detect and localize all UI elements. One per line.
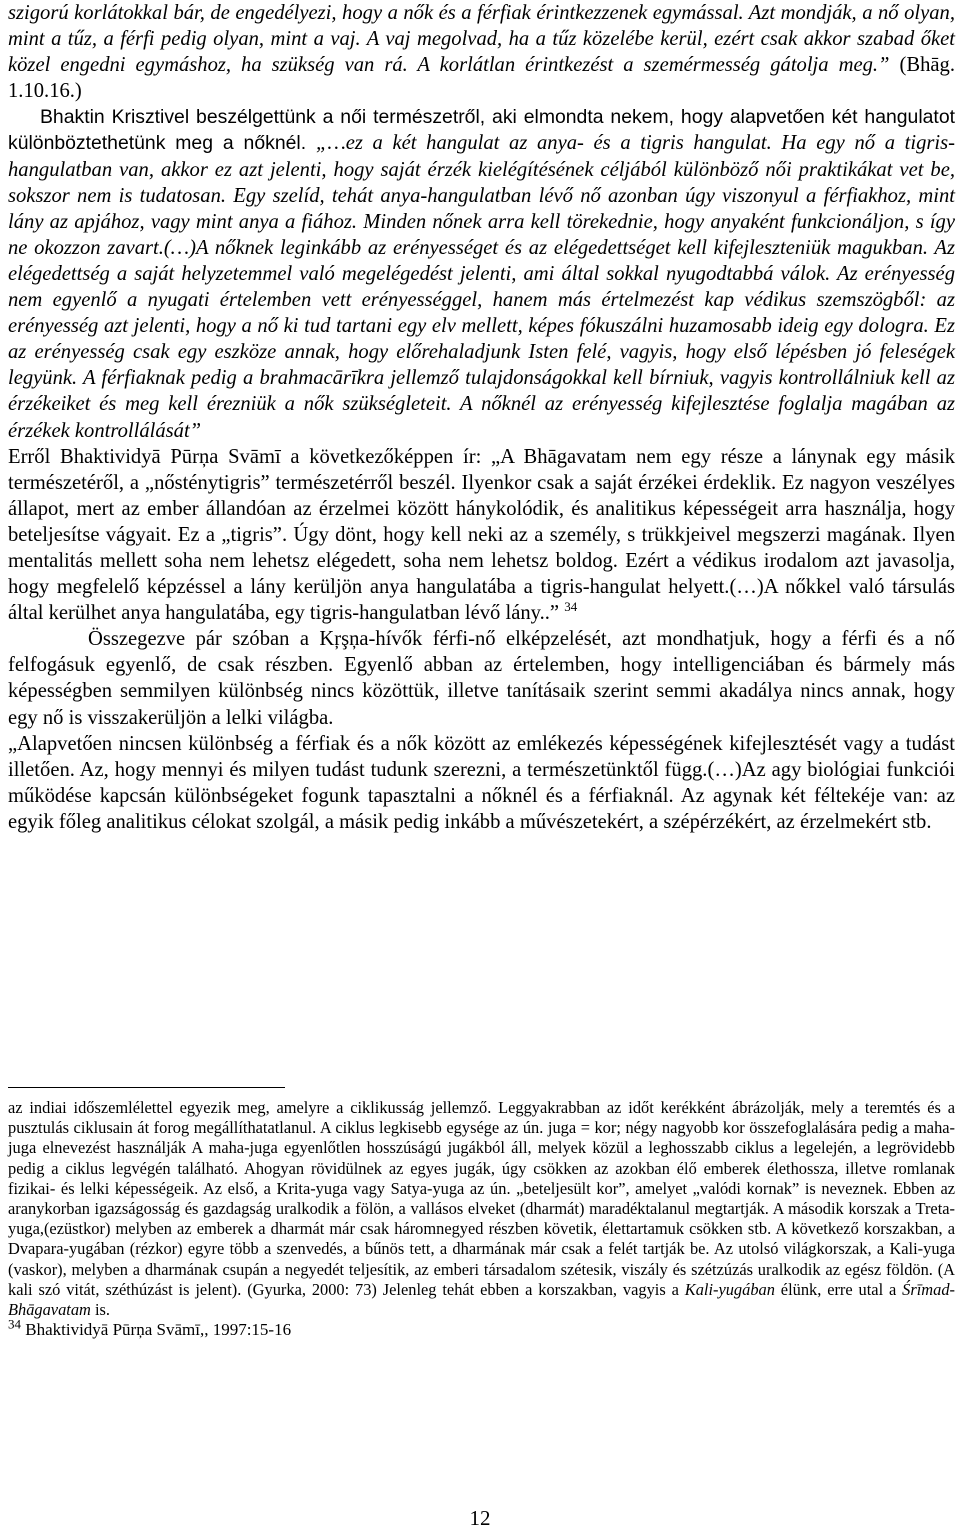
footnote-34-text: Bhaktividyā Pūrņa Svāmī,, 1997:15-16: [21, 1320, 292, 1340]
footnote-marker-34: 34: [8, 1316, 21, 1332]
term-kali-yuga: Kali-yugában: [684, 1279, 775, 1299]
footnotes: [8, 1098, 955, 1340]
paragraph-3: [8, 444, 955, 627]
term-srimad-bhagavatam: Śrīmad-Bhāgavatam: [8, 1279, 955, 1320]
paragraph-2: [8, 104, 955, 443]
footnote-ref-34: 34: [564, 599, 578, 615]
page: [8, 0, 955, 835]
main-text: [8, 0, 955, 835]
quote-continuation: szigorú korlátokkal bár, de engedélyezi, hogy a nők és a férfiak érintkezzenek egymással. Azt mondják, a nő olyan, mint a tűz, a férfi pedig olyan, mint a vaj. A vaj megolvad, ha a tűz közelébe kerül, ezért csak akkor szabad őket közel engedni egymáshoz, ha szükség van rá. A korlátlan érintkezést a szemérmesség gátolja meg.”: [8, 2, 955, 77]
source-citation: (Bhāg. 1.10.16.): [8, 54, 956, 103]
quote-purna-svami: Erről Bhaktividyā Pūrņa Svāmī a következőképpen ír: „A Bhāgavatam nem egy része a lánynak egy másik természetéről, a „nősténytigris” természetérről beszél. Ilyenkor csak a saját érzékei érdeklik. Ez nagyon veszélyes állapot, mert az ember állandóan az érzelmei között hánykolódik, és analitikus képességeit arra használja, hogy beteljesítse vágyait. Ez a „tigris”. Úgy dönt, hogy kell neki az a személy, s trükkjeivel megszerzi magának. Ilyen mentalitás mellett soha nem lehetsz elégedett, soha nem lehetsz boldog. Ezért a védikus irodalom azt javasolja, hogy megfelelő képzéssel a lány kerüljön anya hangulatába a tigris-hangulat helyett.(…)A nőkkel való társulás által kerülhet anya hangulatába, egy tigris-hangulatban lévő lány..”: [8, 445, 955, 625]
footnote-continued: az indiai időszemlélettel egyezik meg, amelyre a ciklikusság jellemző. Leggyakrabban az időt kerékként ábrázolják, mely a teremtés és a pusztulás ciklusain át forog megállíthatatlanul. A ciklus legkisebb egysége az ún. juga = kor; négy nagyobb kor összefoglalására pedig a maha-juga elnevezést használják A maha-juga egyenlőtlen hosszúságú jugákból áll, melyek közül a leghosszabb ciklus a legelején, a legrövidebb pedig a ciklus legvégén található. Ahogyan rövidülnek az egyes jugák, úgy csökken az azokban élő emberek élethossza, illetve romlanak fizikai- és lelki képességeik. Az első, a Krita-yuga vagy Satya-yuga az ún. „beteljesült kor”, amelyet „valódi kornak” is neveznek. Ebben az aranykorban igazságosság és gazdagság uralkodik a fölön, a vallásos elveket (dharmát) maradéktalanul megtartják. A második korszak a Treta-yuga,(ezüstkor) melyben az emberek a dharmát már csak háromnegyed részben követik, élettartamuk csökken stb. A következő korszakban, a Dvapara-yugában (rézkor) egyre több a szenvedés, a bűnös tett, a dharmának már csak a felét tartják be. Az utolsó világkorszak, a Kali-yuga (vaskor), melyben a dharmának csupán a negyedét teljesítik, az emberi társadalom szétesik, viszály és szétzúzás uralkodik az egész földön. (A kali szó vitát, széthúzást is jelent). (Gyurka, 2000: 73) Jelenleg tehát ebben a korszakban, vagyis a Kali-yugában élünk, erre utal a Śrīmad-Bhāgavatam is.: [8, 1098, 955, 1320]
footnote-34: [8, 1316, 955, 1340]
footnote-separator: [8, 1087, 285, 1088]
page-number: 12: [469, 1506, 491, 1530]
paragraph-1: [8, 0, 955, 104]
paragraph-5: „Alapvetően nincsen különbség a férfiak és a nők között az emlékezés képességének kifejlesztését vagy a tudást illetően. Az, hogy mennyi és milyen tudást tudunk szerezni, a természetünktől függ.(…)Az agy biológiai funkciói működése kapcsán különbségeket fogunk tapasztalni a nőknél és a férfiaknál. Az agynak két féltekéje van: az egyik főleg analitikus célokat szolgál, a másik pedig inkább a művészetekért, a szépérzékért, az érzelmekért stb.: [8, 732, 955, 833]
interview-quote: „…ez a két hangulat az anya- és a tigris hangulat. Ha egy nő a tigris-hangulatban van, akkor ez azt jelenti, hogy saját érzék kielégítésének céljából különböző női praktikákat vet be, sokszor nem is tudatosan. Egy szelíd, tehát anya-hangulatban lévő nő azonban úgy viszonyul a férfiakhoz, mint lány az apjához, vagy mint anya a fiához. Minden nőnek arra kell törekednie, hogy anyaként funkcionáljon, s így ne okozzon zavart.(…)A nőknek leginkább az erényességet és az elégedettséget kell kifejleszteniük magukban. Az elégedettség a saját helyzetemmel való megelégedést jelenti, ami által sokkal nyugodtabbá válok. Az erényesség nem egyenlő a nyugati értelemben vett erényességgel, hanem más értelmezést kap védikus szemszögből: az erényesség azt jelenti, hogy a nő ki tud tartani egy elv mellett, képes fókuszálni huzamosabb ideig egy dologra. Ez az erényesség csak egy eszköze annak, hogy előrehaladjunk Isten felé, vagyis, hogy első lépésben jó feleségek legyünk. A férfiaknak pedig a brahmacārīkra jellemző tulajdonságokkal kell bírniuk, vagyis kontrollálniuk kell az érzékeiket és meg kell érezniük a nők szükségleteit. A nőknél az erényesség kifejlesztése foglalja magában az érzékek kontrollálását”: [8, 132, 955, 442]
paragraph-4: Összegezve pár szóban a Kŗşņa-hívők férfi-nő elképzelését, azt mondhatjuk, hogy a férfi és a nő felfogásuk egyenlő, de csak részben. Egyenlő abban az értelemben, hogy intelligenciában és bármely más képességben semmilyen különbség nincs közöttük, illetve tanításaik szerint semmi akadálya nincs annak, hogy egy nő is visszakerüljön a lelki világba.: [8, 628, 955, 729]
interview-intro: Bhaktin Krisztivel beszélgettünk a női természetről, aki elmondta nekem, hogy alapvetően két hangulatot különböztethetünk meg a nőknél.: [8, 106, 955, 155]
